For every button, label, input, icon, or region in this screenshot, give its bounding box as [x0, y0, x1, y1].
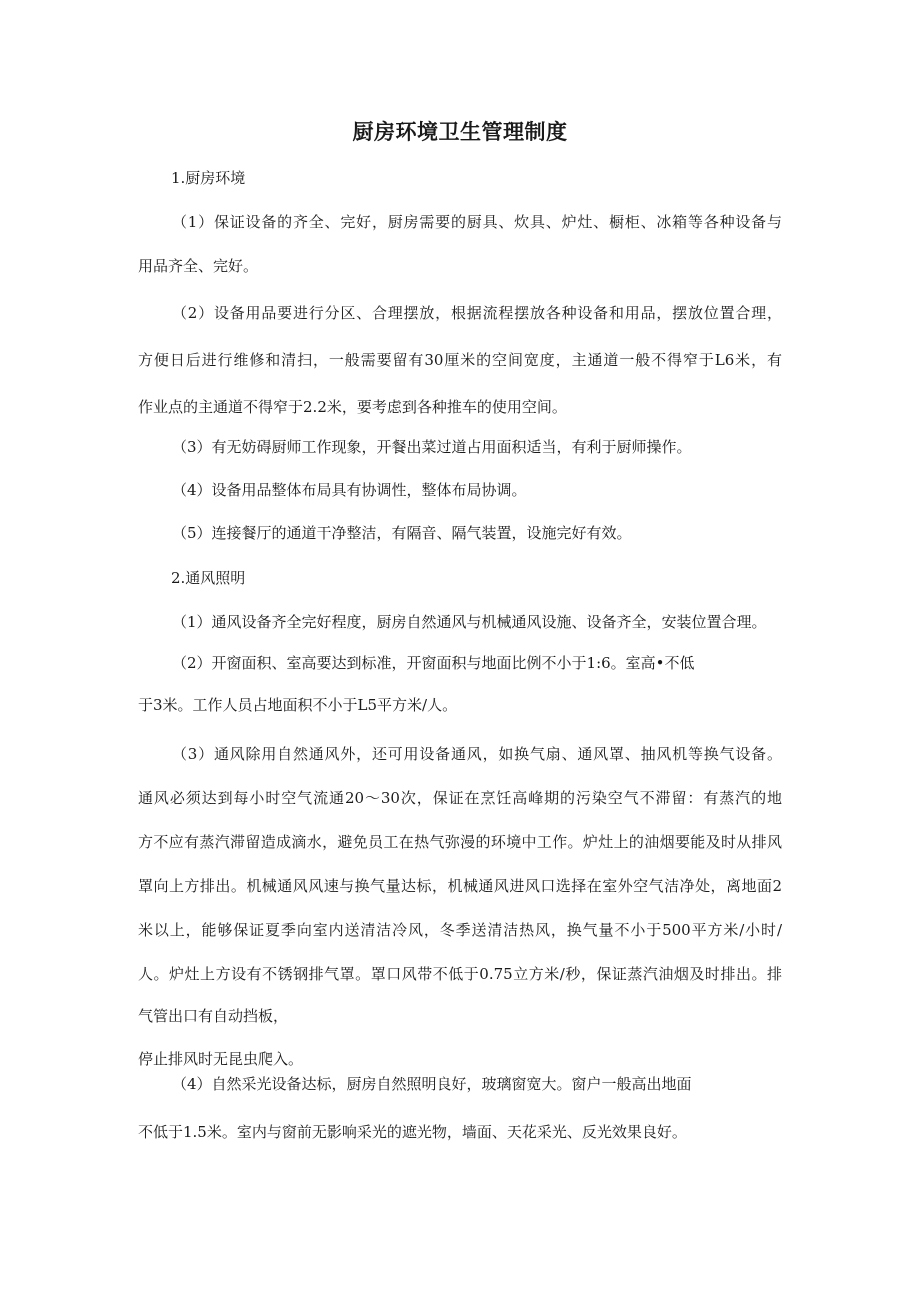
paragraph-line: （3）有无妨碍厨师工作现象，开餐出菜过道占用面积适当，有利于厨师操作。 [172, 438, 692, 456]
paragraph-line: 米以上，能够保证夏季向室内送清洁冷风，冬季送清洁热风，换气量不小于500平方米/小时/ [138, 921, 782, 939]
paragraph-line: 气管出口有自动挡板， [138, 1007, 289, 1025]
paragraph-line: 方便日后进行维修和清扫，一般需要留有30厘米的空间宽度，主通道一般不得窄于L6米，有 [138, 351, 782, 369]
paragraph-line: 停止排风时无昆虫爬入。 [138, 1050, 304, 1068]
paragraph-line: 作业点的主通道不得窄于2.2米，要考虑到各种推车的使用空间。 [138, 398, 567, 416]
document-title: 厨房环境卫生管理制度 [352, 119, 568, 144]
paragraph-line: （3）通风除用自然通风外，还可用设备通风，如换气扇、通风罩、抽风机等换气设备。 [172, 745, 782, 763]
paragraph-line: 罩向上方排出。机械通风风速与换气量达标，机械通风进风口选择在室外空气洁净处，离地面2 [138, 877, 782, 895]
paragraph-line: 不低于1.5米。室内与窗前无影响采光的遮光物，墙面、天花采光、反光效果良好。 [138, 1123, 687, 1141]
section-heading-kitchen-environment: 1.厨房环境 [171, 169, 246, 187]
paragraph-line: 人。炉灶上方设有不锈钢排气罩。罩口风带不低于0.75立方米/秒，保证蒸汽油烟及时排出。排 [138, 965, 782, 983]
paragraph-line: （1）保证设备的齐全、完好，厨房需要的厨具、炊具、炉灶、橱柜、冰箱等各种设备与 [172, 213, 782, 231]
paragraph-line: （4）自然采光设备达标，厨房自然照明良好，玻璃窗宽大。窗户一般高出地面 [172, 1075, 692, 1093]
paragraph-line: （4）设备用品整体布局具有协调性，整体布局协调。 [172, 481, 527, 499]
paragraph-line: 用品齐全、完好。 [138, 257, 259, 275]
paragraph-line: （5）连接餐厅的通道干净整洁，有隔音、隔气装置，设施完好有效。 [172, 524, 632, 542]
paragraph-line: 方不应有蒸汽滞留造成滴水，避免员工在热气弥漫的环境中工作。炉灶上的油烟要能及时从排风 [138, 833, 782, 851]
paragraph-line: （2）设备用品要进行分区、合理摆放，根据流程摆放各种设备和用品，摆放位置合理， [172, 304, 782, 322]
paragraph-line: （2）开窗面积、室高要达到标准，开窗面积与地面比例不小于1:6。室高•不低 [172, 654, 695, 672]
section-heading-ventilation-lighting: 2.通风照明 [171, 569, 246, 587]
paragraph-line: （1）通风设备齐全完好程度，厨房自然通风与机械通风设施、设备齐全，安装位置合理。 [172, 613, 767, 631]
paragraph-line: 于3米。工作人员占地面积不小于L5平方米/人。 [138, 696, 458, 714]
paragraph-line: 通风必须达到每小时空气流通20～30次，保证在烹饪高峰期的污染空气不滞留：有蒸汽的地 [138, 789, 782, 807]
